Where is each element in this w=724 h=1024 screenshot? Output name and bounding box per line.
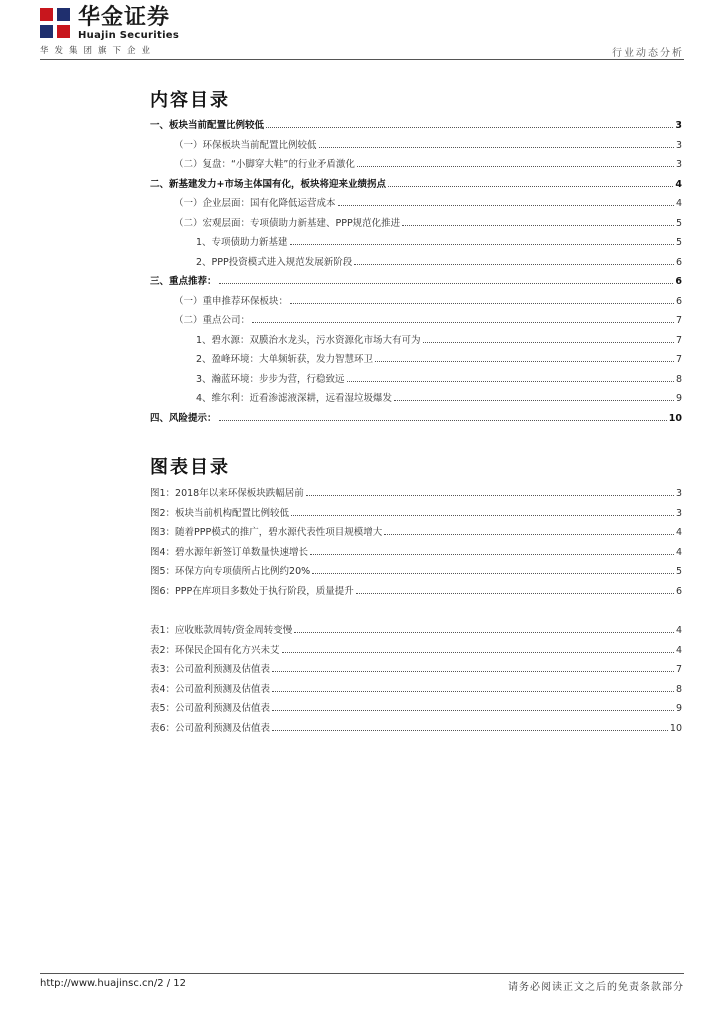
brand-name-cn: 华金证券 <box>78 5 171 30</box>
toc-leader-dots <box>252 322 674 323</box>
toc-entry[interactable] <box>150 117 682 137</box>
toc-leader-dots <box>282 652 674 653</box>
toc-leader-dots <box>384 534 674 535</box>
toc-entry-page: 3 <box>675 159 682 170</box>
toc-entry-page: 6 <box>675 295 682 307</box>
toc-leader-dots <box>375 361 674 362</box>
toc-entry-label: 图4：碧水源年新签订单数量快速增长 <box>150 546 309 558</box>
toc-leader-dots <box>312 573 674 574</box>
toc-entry-label: （二）复盘：“小脚穿大鞋”的行业矛盾激化 <box>174 159 355 170</box>
toc-entry-page: 3 <box>675 139 682 151</box>
toc-leader-dots <box>294 632 674 633</box>
toc-entry-page: 9 <box>675 393 682 404</box>
brand-name-en: Huajin Securities <box>78 30 180 41</box>
toc-entry-page: 3 <box>675 507 682 519</box>
footer-divider <box>40 973 684 974</box>
toc-entry-page: 4 <box>675 527 682 538</box>
toc-entry-label: 图2：板块当前机构配置比例较低 <box>150 507 290 519</box>
toc-entry-label: 4、维尔利：近看渗滤液深耕，远看湿垃圾爆发 <box>196 393 393 404</box>
toc-entry-label: 1、专项债助力新基建 <box>196 237 288 248</box>
toc-leader-dots <box>319 147 674 148</box>
toc-leader-dots <box>356 593 674 594</box>
toc-entry[interactable] <box>150 371 682 391</box>
toc-entry-page: 3 <box>675 120 682 131</box>
toc-entry-label: 三、重点推荐： <box>150 276 217 287</box>
toc-leader-dots <box>291 515 674 516</box>
toc-leader-dots <box>290 244 674 245</box>
toc-entry[interactable] <box>150 563 682 583</box>
group-tagline: 华发集团旗下企业 <box>40 46 157 56</box>
toc-leader-dots <box>272 671 674 672</box>
footer-url-page: http://www.huajinsc.cn/2 / 12 <box>40 978 187 989</box>
toc-entry-page: 5 <box>675 237 682 248</box>
toc-leader-dots <box>219 420 667 421</box>
toc-entry[interactable] <box>150 137 682 157</box>
toc-entry-page: 5 <box>675 217 682 229</box>
toc-entry-page: 10 <box>668 412 682 424</box>
toc-entry[interactable] <box>150 700 682 720</box>
toc-entry-label: 二、新基建发力+市场主体国有化，板块将迎来业绩拐点 <box>150 178 386 190</box>
toc-entry-page: 5 <box>675 566 682 577</box>
toc-entry-page: 4 <box>675 546 682 558</box>
toc-entry-label: 图5：环保方向专项债所占比例约20% <box>150 566 311 577</box>
toc-entry[interactable] <box>150 351 682 371</box>
toc-entry-label: 图6：PPP在库项目多数处于执行阶段，质量提升 <box>150 585 354 597</box>
toc-entry-page: 6 <box>675 276 682 287</box>
toc-entry-label: 2、盈峰环境：大单频斩获，发力智慧环卫 <box>196 354 374 365</box>
toc-entry-label: 表5：公司盈利预测及估值表 <box>150 703 271 714</box>
toc-entry-label: （一）环保板块当前配置比例较低 <box>174 139 317 151</box>
toc-entry[interactable] <box>150 544 682 564</box>
toc-leader-dots <box>347 381 674 382</box>
toc-entry-page: 8 <box>675 373 682 385</box>
toc-entry-page: 4 <box>675 198 682 209</box>
toc-entry-page: 3 <box>675 488 682 499</box>
toc-leader-dots <box>310 554 674 555</box>
toc-entry[interactable] <box>150 485 682 505</box>
toc-entry[interactable] <box>150 720 682 740</box>
toc-entry-label: （二）宏观层面：专项债助力新基建、PPP规范化推进 <box>174 217 401 229</box>
toc-entry-page: 9 <box>675 703 682 714</box>
toc-leader-dots <box>354 264 674 265</box>
toc-entry[interactable] <box>150 234 682 254</box>
toc-entry-label: 表6：公司盈利预测及估值表 <box>150 722 271 734</box>
toc-entry[interactable] <box>150 312 682 332</box>
tables-list <box>150 622 682 739</box>
toc-leader-dots <box>290 303 674 304</box>
toc-entry[interactable] <box>150 332 682 352</box>
toc-entry-page: 7 <box>675 354 682 365</box>
toc-entry[interactable] <box>150 622 682 642</box>
toc-entry-label: （一）企业层面：国有化降低运营成本 <box>174 198 336 209</box>
toc-leader-dots <box>357 166 674 167</box>
toc-entry[interactable] <box>150 642 682 662</box>
toc-entry[interactable] <box>150 156 682 176</box>
toc-entry-label: 1、碧水源：双膜治水龙头，污水资源化市场大有可为 <box>196 334 421 346</box>
toc-leader-dots <box>266 127 673 128</box>
toc-entry-page: 4 <box>675 178 682 190</box>
contents-title: 内容目录 <box>150 90 230 111</box>
toc-leader-dots <box>388 186 673 187</box>
toc-entry[interactable] <box>150 176 682 196</box>
toc-entry-label: 2、PPP投资模式进入规范发展新阶段 <box>196 256 353 268</box>
toc-entry-page: 6 <box>675 585 682 597</box>
toc-entry[interactable] <box>150 524 682 544</box>
toc-leader-dots <box>272 730 668 731</box>
toc-entry-page: 6 <box>675 256 682 268</box>
toc-entry[interactable] <box>150 215 682 235</box>
toc-leader-dots <box>394 400 674 401</box>
footer-disclaimer: 请务必阅读正文之后的免责条款部分 <box>508 982 684 993</box>
toc-entry[interactable] <box>150 273 682 293</box>
toc-entry-label: 表3：公司盈利预测及估值表 <box>150 664 271 675</box>
toc-entry-page: 4 <box>675 625 682 636</box>
toc-entry-label: （一）重申推荐环保板块： <box>174 295 289 307</box>
toc-entry[interactable] <box>150 293 682 313</box>
toc-entry-label: 表4：公司盈利预测及估值表 <box>150 683 271 695</box>
toc-entry[interactable] <box>150 505 682 525</box>
toc-entry[interactable] <box>150 254 682 274</box>
toc-leader-dots <box>338 205 674 206</box>
page-header <box>0 0 724 62</box>
toc-entry[interactable] <box>150 390 682 410</box>
toc-entry[interactable] <box>150 661 682 681</box>
toc-leader-dots <box>423 342 674 343</box>
toc-entry-page: 7 <box>675 334 682 346</box>
toc-entry-label: （二）重点公司： <box>174 315 251 326</box>
toc-entry[interactable] <box>150 195 682 215</box>
toc-entry[interactable] <box>150 410 682 430</box>
toc-leader-dots <box>272 691 674 692</box>
figures-list <box>150 485 682 602</box>
toc-entry-page: 7 <box>675 315 682 326</box>
toc-leader-dots <box>402 225 674 226</box>
header-divider <box>40 59 684 60</box>
charts-title: 图表目录 <box>150 457 230 478</box>
report-type: 行业动态分析 <box>612 48 684 59</box>
toc-entry-label: 表2：环保民企国有化方兴未艾 <box>150 644 280 656</box>
toc-entry-label: 一、板块当前配置比例较低 <box>150 120 265 131</box>
toc-entry-label: 3、瀚蓝环境：步步为营，行稳致远 <box>196 373 345 385</box>
toc-entry-label: 图1：2018年以来环保板块跌幅居前 <box>150 488 304 499</box>
toc-entry[interactable] <box>150 583 682 603</box>
toc-leader-dots <box>306 495 674 496</box>
toc-leader-dots <box>272 710 674 711</box>
toc-entry[interactable] <box>150 681 682 701</box>
toc-entry-label: 四、风险提示： <box>150 412 217 424</box>
toc-entry-label: 图3：随着PPP模式的推广，碧水源代表性项目规模增大 <box>150 527 383 538</box>
toc-leader-dots <box>219 283 674 284</box>
toc-entry-label: 表1：应收账款周转/资金周转变慢 <box>150 625 293 636</box>
toc-entry-page: 8 <box>675 683 682 695</box>
toc-entry-page: 4 <box>675 644 682 656</box>
toc-entry-page: 10 <box>669 722 682 734</box>
toc-entry-page: 7 <box>675 664 682 675</box>
contents-list <box>150 117 682 429</box>
huajin-logo-icon <box>40 8 70 38</box>
